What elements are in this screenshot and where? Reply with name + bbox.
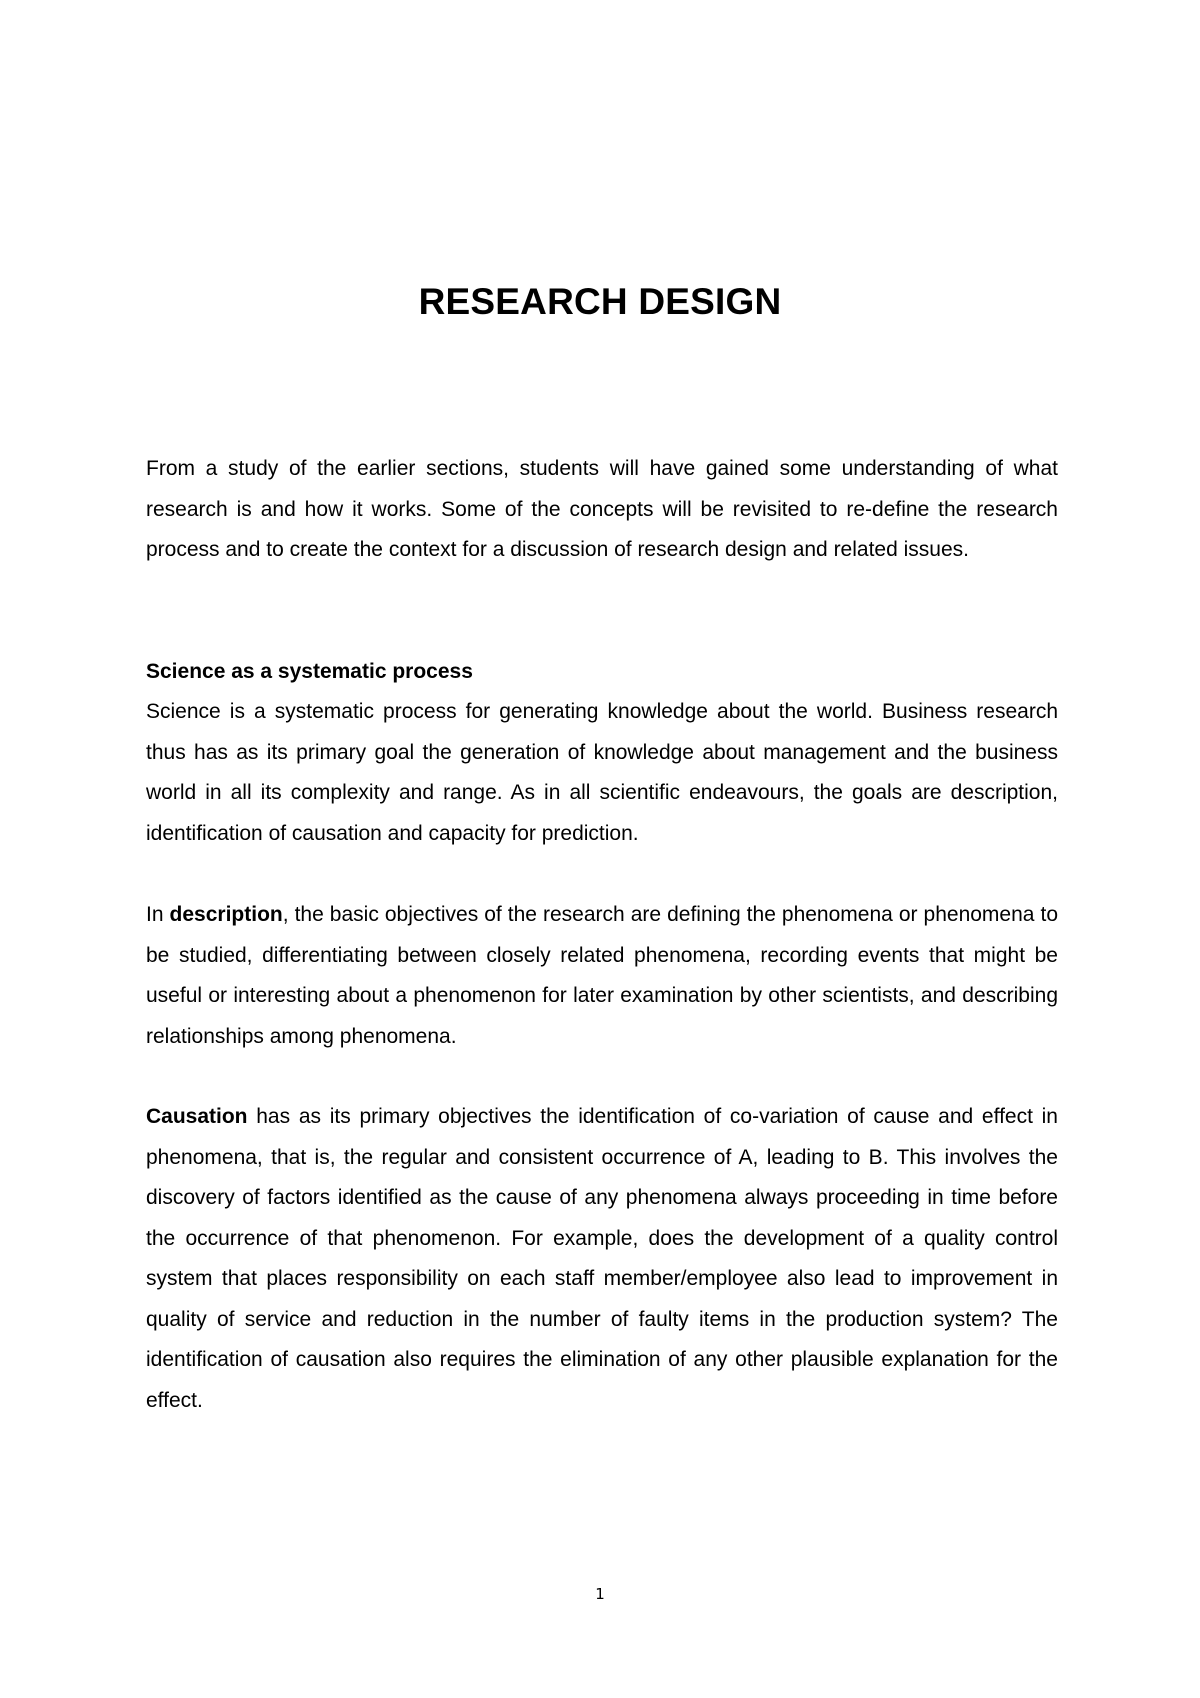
causation-text: has as its primary objectives the identification of co-variation of cause and effect in phenomena, that is, the regular and consistent occurrence of A, leading to B. This involves the discovery of factors identified as the cause of any phenomena always proceeding in time before the occurrence of that phenomenon. For example, does the development of a quality control system that places responsibility on each staff member/employee also lead to improvement in quality of service and reduction in the number of faulty items in the production system? The identification of causation also requires the elimination of any other plausible explanation for the effect. xyxy=(146,1105,1058,1412)
page-number: 1 xyxy=(595,1585,605,1603)
science-paragraph: Science is a systematic process for generating knowledge about the world. Business research thus has as its primary goal the generation of knowledge about management and the business world in all its complexity and range. As in all scientific endeavours, the goals are description, identification of causation and capacity for prediction. xyxy=(146,700,1058,845)
description-term: description xyxy=(169,903,283,926)
causation-term: Causation xyxy=(146,1105,248,1128)
description-paragraph xyxy=(146,895,1058,1057)
causation-paragraph xyxy=(146,1097,1058,1421)
description-text: , the basic objectives of the research are defining the phenomena or phenomena to be studied, differentiating between closely related phenomena, recording events that might be useful or interesting about a phenomenon for later examination by other scientists, and describing relationships among phenomena. xyxy=(146,903,1058,1048)
page-title: RESEARCH DESIGN xyxy=(418,280,782,322)
description-lead: In xyxy=(146,903,170,926)
section-heading: Science as a systematic process xyxy=(146,660,473,683)
intro-paragraph: From a study of the earlier sections, students will have gained some understanding of what research is and how it works. Some of the concepts will be revisited to re-define the research process and to create the context for a discussion of research design and related issues. xyxy=(146,457,1058,561)
